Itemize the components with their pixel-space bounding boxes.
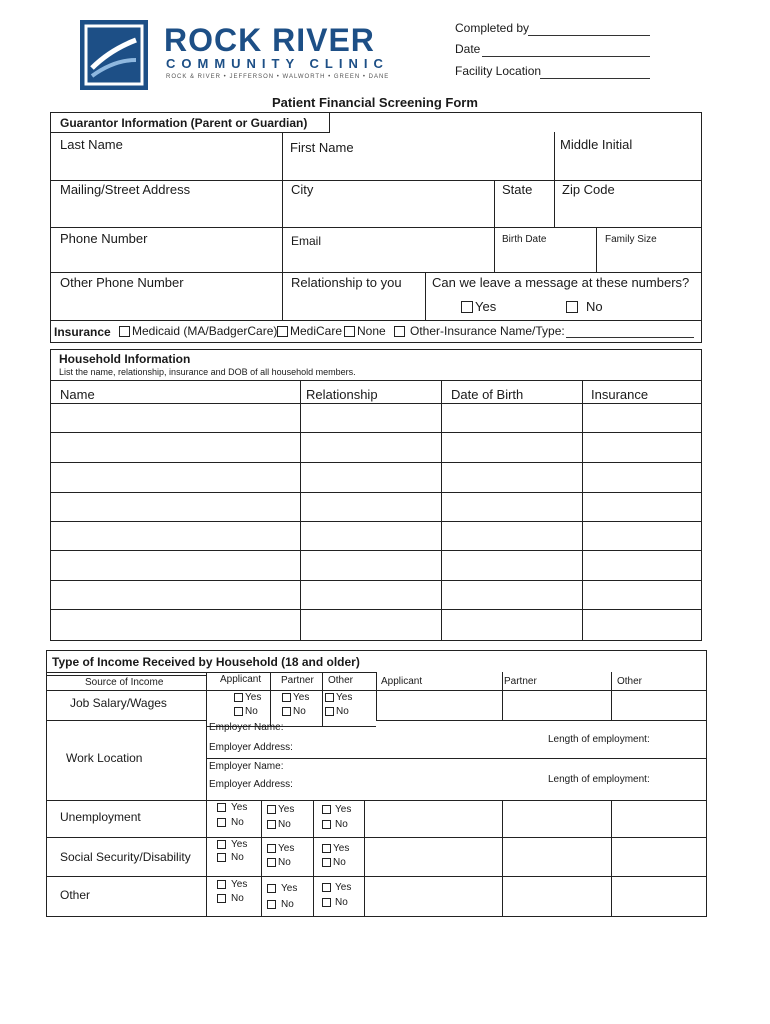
medicaid-checkbox[interactable] (119, 324, 277, 338)
city-label: City (291, 182, 314, 197)
job-partner-no-checkbox[interactable] (282, 706, 306, 717)
other-other-no-checkbox[interactable] (322, 897, 348, 908)
ss-partner-yes-checkbox[interactable] (267, 843, 294, 854)
medicare-checkbox[interactable] (277, 324, 342, 338)
ss-applicant-no-checkbox[interactable] (217, 852, 244, 863)
no-label: No (231, 817, 244, 828)
zip-code-label: Zip Code (562, 182, 615, 197)
ss-other-yes-checkbox[interactable] (322, 843, 349, 854)
insurance-label: Insurance (54, 325, 111, 339)
yes-label: Yes (231, 802, 248, 813)
yes-label: Yes (333, 843, 350, 854)
unemp-applicant-yes-checkbox[interactable] (217, 802, 247, 813)
date-line[interactable] (482, 56, 650, 57)
message-no-label: No (586, 299, 603, 314)
job-other-yes-checkbox[interactable] (325, 692, 352, 703)
no-label: No (231, 852, 244, 863)
no-label: No (336, 706, 349, 717)
facility-location-label: Facility Location (455, 64, 542, 78)
email-label: Email (291, 234, 322, 248)
no-label: No (245, 706, 258, 717)
medicaid-label: Medicaid (MA/BadgerCare) (132, 324, 278, 338)
unemp-partner-no-checkbox[interactable] (267, 819, 291, 830)
yes-label: Yes (281, 883, 298, 894)
other-amount-header: Other (617, 676, 643, 687)
other-partner-no-checkbox[interactable] (267, 899, 294, 910)
yes-label: Yes (293, 692, 310, 703)
unemp-other-no-checkbox[interactable] (322, 819, 348, 830)
last-name-label: Last Name (60, 137, 123, 152)
completed-by-label: Completed by (455, 21, 530, 35)
other-insurance-checkbox[interactable] (394, 324, 565, 338)
other-applicant-yes-checkbox[interactable] (217, 879, 247, 890)
table-row[interactable] (50, 403, 702, 404)
job-applicant-yes-checkbox[interactable] (234, 692, 261, 703)
partner-amount-header: Partner (504, 676, 537, 687)
household-col-name: Name (60, 387, 95, 402)
table-row[interactable] (50, 462, 702, 463)
unemp-other-yes-checkbox[interactable] (322, 804, 351, 815)
logo-mark-icon (80, 20, 148, 90)
job-partner-yes-checkbox[interactable] (282, 692, 309, 703)
other-insurance-line[interactable] (566, 337, 694, 338)
phone-number-label: Phone Number (60, 231, 148, 246)
no-label: No (278, 857, 291, 868)
partner-header: Partner (281, 675, 314, 686)
table-row[interactable] (50, 432, 702, 433)
job-other-no-checkbox[interactable] (325, 706, 349, 717)
other-insurance-label: Other-Insurance Name/Type: (410, 324, 565, 338)
message-no-checkbox[interactable] (566, 299, 603, 314)
social-security-label: Social Security/Disability (60, 850, 191, 864)
message-yes-label: Yes (475, 299, 497, 314)
logo-name: ROCK RIVER (164, 22, 375, 58)
job-salary-label: Job Salary/Wages (70, 696, 167, 710)
no-label: No (333, 857, 346, 868)
other-income-label: Other (60, 888, 91, 902)
logo-tagline: ROCK & RIVER • JEFFERSON • WALWORTH • GREEN • DANE (166, 74, 390, 80)
facility-location-line[interactable] (540, 78, 650, 79)
ss-partner-no-checkbox[interactable] (267, 857, 291, 868)
yes-label: Yes (336, 692, 353, 703)
yes-label: Yes (231, 839, 248, 850)
leave-message-label: Can we leave a message at these numbers? (432, 275, 690, 290)
no-label: No (278, 819, 291, 830)
none-checkbox[interactable] (344, 324, 386, 338)
unemp-partner-yes-checkbox[interactable] (267, 804, 294, 815)
family-size-label: Family Size (605, 234, 657, 245)
household-section-title: Household Information (59, 352, 191, 366)
other-partner-yes-checkbox[interactable] (267, 883, 297, 894)
employer-address-label-1: Employer Address: (209, 742, 293, 753)
relationship-label: Relationship to you (291, 275, 402, 290)
state-label: State (502, 182, 533, 197)
unemp-applicant-no-checkbox[interactable] (217, 817, 244, 828)
yes-label: Yes (245, 692, 262, 703)
unemployment-label: Unemployment (60, 810, 141, 824)
employer-name-label-1: Employer Name: (209, 722, 284, 733)
other-header: Other (328, 675, 354, 686)
yes-label: Yes (335, 804, 352, 815)
yes-label: Yes (335, 882, 352, 893)
household-col-relationship: Relationship (306, 387, 378, 402)
yes-label: Yes (278, 804, 295, 815)
first-name-label: First Name (290, 140, 354, 155)
no-label: No (335, 819, 348, 830)
table-row[interactable] (50, 609, 702, 610)
completed-by-line[interactable] (528, 35, 650, 36)
table-row[interactable] (50, 580, 702, 581)
applicant-amount-header: Applicant (381, 676, 423, 687)
date-label: Date (455, 42, 481, 56)
medicare-label: MediCare (290, 324, 343, 338)
no-label: No (293, 706, 306, 717)
work-location-label: Work Location (66, 751, 143, 765)
other-phone-label: Other Phone Number (60, 275, 184, 290)
ss-applicant-yes-checkbox[interactable] (217, 839, 247, 850)
form-title: Patient Financial Screening Form (272, 95, 478, 110)
none-label: None (357, 324, 386, 338)
source-of-income-header: Source of Income (85, 677, 164, 688)
no-label: No (281, 899, 294, 910)
table-row[interactable] (50, 521, 702, 522)
middle-initial-label: Middle Initial (560, 137, 633, 152)
guarantor-section-title: Guarantor Information (Parent or Guardian) (60, 116, 308, 130)
mailing-address-label: Mailing/Street Address (60, 182, 191, 197)
message-yes-checkbox[interactable] (461, 299, 496, 314)
applicant-header: Applicant (220, 674, 262, 685)
birth-date-label: Birth Date (502, 234, 547, 245)
table-row[interactable] (50, 550, 702, 551)
yes-label: Yes (231, 879, 248, 890)
no-label: No (335, 897, 348, 908)
income-section-title: Type of Income Received by Household (18 and older) (52, 655, 360, 669)
yes-label: Yes (278, 843, 295, 854)
household-col-dob: Date of Birth (451, 387, 524, 402)
no-label: No (231, 893, 244, 904)
household-col-insurance: Insurance (591, 387, 649, 402)
employer-address-label-2: Employer Address: (209, 779, 293, 790)
ss-other-no-checkbox[interactable] (322, 857, 346, 868)
other-other-yes-checkbox[interactable] (322, 882, 351, 893)
household-instructions: List the name, relationship, insurance and DOB of all household members. (59, 367, 356, 377)
logo-subtitle: COMMUNITY CLINIC (166, 56, 389, 71)
job-applicant-no-checkbox[interactable] (234, 706, 258, 717)
table-row[interactable] (50, 492, 702, 493)
other-applicant-no-checkbox[interactable] (217, 893, 244, 904)
employer-name-label-2: Employer Name: (209, 761, 284, 772)
length-employment-label-1: Length of employment: (548, 734, 650, 745)
length-employment-label-2: Length of employment: (548, 774, 650, 785)
